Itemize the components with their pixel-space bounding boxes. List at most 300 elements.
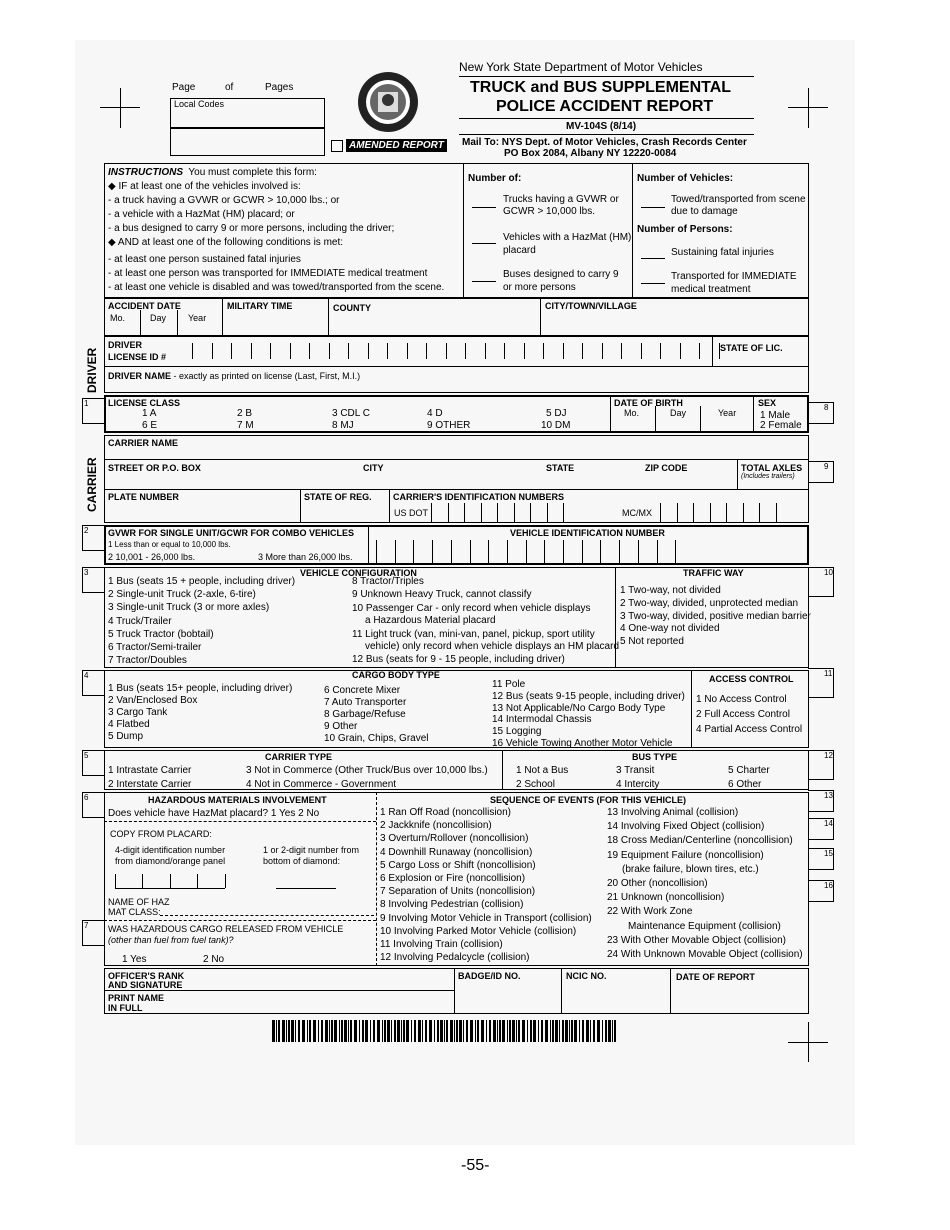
class-option[interactable]: 2 B	[237, 408, 253, 419]
digit-divider	[368, 343, 369, 359]
barcode-bar	[497, 1020, 498, 1042]
digit-divider	[621, 343, 622, 359]
barcode-bar	[555, 1020, 558, 1042]
traffic-way-option[interactable]: 5 Not reported	[620, 636, 684, 648]
traffic-way-option[interactable]: 4 One-way not divided	[620, 623, 720, 635]
barcode-bar	[387, 1020, 390, 1042]
barcode-bar	[411, 1020, 412, 1042]
released-note: (other than fuel from fuel tank)?	[108, 935, 234, 945]
four-digit-field[interactable]	[115, 888, 225, 889]
carrier-type-title: CARRIER TYPE	[265, 752, 333, 762]
event-option[interactable]: 6 Explosion or Fire (noncollision)	[380, 873, 526, 884]
barcode-bar	[475, 1020, 476, 1042]
haz-class-label: NAME OF HAZ	[108, 897, 170, 907]
digit-divider	[488, 540, 489, 565]
gvwr-option[interactable]: 1 Less than or equal to 10,000 lbs.	[108, 540, 231, 549]
barcode-bar	[444, 1020, 445, 1042]
traffic-way-option[interactable]: 1 Two-way, not divided	[620, 585, 721, 596]
barcode-bar	[391, 1020, 392, 1042]
bus-type-option[interactable]: 4 Intercity	[616, 779, 660, 790]
vehicle-config-option[interactable]: 4 Truck/Trailer	[108, 615, 172, 627]
digit-divider	[600, 540, 601, 565]
vehicles-label: Number of Vehicles:	[637, 173, 734, 184]
digit-divider	[426, 343, 427, 359]
barcode-bar	[334, 1020, 337, 1042]
class-option[interactable]: 8 MJ	[332, 420, 354, 431]
digit-divider	[563, 540, 564, 565]
bus-type-option[interactable]: 5 Charter	[728, 765, 770, 776]
event-option[interactable]: Maintenance Equipment (collision)	[628, 920, 781, 932]
margin-number: 13	[824, 791, 833, 800]
barcode-bar	[507, 1020, 508, 1042]
digit-divider	[446, 343, 447, 359]
barcode-bar	[533, 1020, 536, 1042]
barcode-bar	[282, 1020, 285, 1042]
event-option[interactable]: 14 Involving Fixed Object (collision)	[607, 821, 765, 833]
nof-text: GCWR > 10,000 lbs.	[503, 206, 595, 217]
barcode-bar	[527, 1020, 528, 1042]
street-label: STREET OR P.O. BOX	[108, 463, 201, 473]
carrier-side-label: CARRIER	[85, 457, 99, 512]
barcode-bar	[295, 1020, 296, 1042]
form-title-1: TRUCK and BUS SUPPLEMENTAL	[470, 79, 732, 96]
margin-number: 4	[84, 671, 89, 680]
hazmat-title: HAZARDOUS MATERIALS INVOLVEMENT	[148, 795, 327, 805]
plate-number-label: PLATE NUMBER	[108, 492, 179, 502]
gvwr-option[interactable]: 2 10,001 - 26,000 lbs.	[108, 552, 196, 562]
class-option[interactable]: 5 DJ	[546, 408, 567, 419]
class-option[interactable]: 6 E	[142, 420, 158, 431]
instruction-line: - at least one vehicle is disabled and was towed/transported from the scene.	[108, 282, 445, 293]
barcode-bar	[550, 1020, 551, 1042]
mcmx-label: MC/MX	[622, 508, 652, 518]
sex-label: SEX	[758, 398, 777, 408]
barcode-bar	[602, 1020, 603, 1042]
crop-mark	[808, 1022, 809, 1062]
vehicle-config-option[interactable]: 2 Single-unit Truck (2-axle, 6-tire)	[108, 589, 256, 601]
barcode-bar	[481, 1020, 484, 1042]
digit-divider	[309, 343, 310, 359]
margin-number: 15	[824, 849, 833, 858]
carrier-state-label: STATE	[546, 463, 575, 473]
barcode-bar	[518, 1020, 520, 1042]
digit-divider	[543, 343, 544, 359]
barcode-bar	[288, 1020, 290, 1042]
class-option[interactable]: 10 DM	[541, 420, 571, 431]
driver-name-note: - exactly as printed on license (Last, First, M.I.)	[173, 371, 361, 381]
gvwr-option[interactable]: 3 More than 26,000 lbs.	[258, 552, 353, 562]
two-digit-label-2: bottom of diamond:	[263, 856, 341, 866]
class-option[interactable]: 3 CDL C	[332, 408, 370, 419]
released-yes-option[interactable]: 1 Yes	[122, 954, 147, 965]
barcode-bar	[382, 1020, 383, 1042]
city-label: CITY/TOWN/VILLAGE	[545, 301, 637, 311]
vehicle-config-option[interactable]: 5 Truck Tractor (bobtail)	[108, 628, 214, 640]
event-option[interactable]: 10 Involving Parked Motor Vehicle (collision)	[380, 925, 577, 937]
margin-number: 7	[84, 921, 89, 930]
barcode-bar	[586, 1020, 589, 1042]
vehicle-config-option[interactable]: 9 Unknown Heavy Truck, cannot classify	[352, 589, 532, 600]
digit-divider	[693, 503, 694, 523]
traffic-way-option[interactable]: 3 Two-way, divided, positive median barrier	[620, 610, 811, 622]
nof-text: Trucks having a GVWR or	[503, 194, 619, 205]
nys-seal-icon	[356, 70, 420, 134]
state-of-reg-label: STATE OF REG.	[304, 492, 372, 502]
dob-year: Year	[718, 408, 737, 418]
mo-label: Mo.	[110, 313, 126, 323]
event-option[interactable]: 20 Other (noncollision)	[607, 878, 708, 889]
carrier-name-label: CARRIER NAME	[108, 438, 179, 448]
released-no-option[interactable]: 2 No	[203, 954, 225, 965]
barcode-bar	[509, 1020, 511, 1042]
barcode-bar	[377, 1020, 380, 1042]
class-option[interactable]: 4 D	[427, 408, 443, 419]
barcode-bar	[612, 1020, 613, 1042]
margin-number: 14	[824, 819, 833, 828]
cargo-body-title: CARGO BODY TYPE	[352, 670, 440, 680]
two-digit-field[interactable]	[276, 888, 336, 889]
nof-text: Vehicles with a HazMat (HM)	[503, 232, 632, 243]
access-control-option[interactable]: 4 Partial Access Control	[696, 724, 803, 735]
event-option[interactable]: 24 With Unknown Movable Object (collision)	[607, 949, 803, 960]
margin-number: 8	[824, 403, 829, 412]
cargo-body-option[interactable]: 8 Garbage/Refuse	[324, 709, 406, 720]
date-of-report-label: DATE OF REPORT	[676, 972, 755, 982]
margin-number: 2	[84, 526, 89, 535]
bus-type-option[interactable]: 2 School	[516, 779, 555, 790]
event-option[interactable]: 9 Involving Motor Vehicle in Transport (collision)	[380, 912, 592, 924]
gvwr-title: GVWR FOR SINGLE UNIT/GCWR FOR COMBO VEHICLES	[108, 528, 354, 538]
margin-number: 12	[824, 751, 833, 760]
carrier-type-option[interactable]: 4 Not in Commerce - Government	[246, 779, 397, 790]
vehicle-config-option[interactable]: 7 Tractor/Doubles	[108, 655, 187, 667]
barcode-bar	[384, 1020, 386, 1042]
of-label: of	[225, 82, 234, 93]
barcode-bar	[559, 1020, 560, 1042]
digit-divider	[376, 540, 377, 565]
class-option[interactable]: 9 OTHER	[427, 420, 471, 431]
digit-divider	[563, 343, 564, 359]
driver-side-label: DRIVER	[85, 347, 99, 393]
cargo-body-option[interactable]: 10 Grain, Chips, Gravel	[324, 733, 429, 744]
persons-text: Sustaining fatal injuries	[671, 247, 774, 258]
barcode-bar	[394, 1020, 396, 1042]
released-question: WAS HAZARDOUS CARGO RELEASED FROM VEHICLE	[108, 924, 344, 934]
digit-divider	[660, 503, 661, 523]
state-of-lic-label: STATE OF LIC.	[720, 343, 783, 353]
total-axles-label: TOTAL AXLES	[741, 463, 803, 473]
total-axles-note: (Includes trailers)	[741, 473, 795, 480]
class-option[interactable]: 7 M	[237, 420, 254, 431]
page-label: Page	[172, 82, 196, 93]
digit-divider	[465, 343, 466, 359]
sex-male-option[interactable]: 1 Male	[760, 410, 791, 421]
cargo-body-option[interactable]: 9 Other	[324, 721, 358, 732]
fatal-count-field[interactable]	[641, 258, 665, 259]
barcode-bar	[541, 1020, 543, 1042]
persons-label: Number of Persons:	[637, 224, 733, 235]
digit-divider	[497, 503, 498, 523]
nof-text: Buses designed to carry 9	[503, 269, 619, 280]
barcode-bar	[552, 1020, 554, 1042]
barcode-bar	[321, 1020, 323, 1042]
barcode-bar	[605, 1020, 607, 1042]
digit-divider	[448, 503, 449, 523]
event-option[interactable]: 1 Ran Off Road (noncollision)	[380, 807, 511, 818]
barcode-bar	[406, 1020, 409, 1042]
digit-divider	[726, 503, 727, 523]
carrier-type-option[interactable]: 3 Not in Commerce (Other Truck/Bus over 10,000 lbs.)	[246, 765, 488, 776]
event-option[interactable]: 2 Jackknife (noncollision)	[380, 820, 492, 832]
dob-day: Day	[670, 408, 687, 418]
print-name-label-2: IN FULL	[108, 1003, 143, 1013]
ncic-label: NCIC NO.	[566, 971, 607, 981]
barcode-bar	[470, 1020, 473, 1042]
event-option[interactable]: 4 Downhill Runaway (noncollision)	[380, 846, 533, 858]
barcode-bar	[446, 1020, 448, 1042]
access-control-title: ACCESS CONTROL	[709, 674, 794, 684]
instructions-intro: You must complete this form:	[188, 167, 317, 178]
digit-divider	[348, 343, 349, 359]
barcode-bar	[597, 1020, 600, 1042]
barcode-bar	[414, 1020, 416, 1042]
margin-number: 6	[84, 793, 89, 802]
county-label: COUNTY	[333, 303, 371, 313]
barcode-bar	[350, 1020, 352, 1042]
digit-divider	[657, 540, 658, 565]
access-control-option[interactable]: 2 Full Access Control	[696, 709, 790, 720]
digit-divider	[759, 503, 760, 523]
cargo-body-option[interactable]: 13 Not Applicable/No Cargo Body Type	[492, 702, 666, 714]
digit-divider	[563, 503, 564, 523]
year-label: Year	[188, 313, 207, 323]
vehicle-config-option[interactable]: 6 Tractor/Semi-trailer	[108, 642, 202, 653]
event-option[interactable]: 8 Involving Pedestrian (collision)	[380, 899, 524, 911]
barcode-bar	[354, 1020, 357, 1042]
military-time-label: MILITARY TIME	[227, 301, 293, 311]
digit-divider	[776, 503, 777, 523]
event-option[interactable]: 11 Involving Train (collision)	[380, 939, 503, 950]
crop-mark	[120, 88, 121, 128]
carrier-type-option[interactable]: 1 Intrastate Carrier	[108, 765, 192, 776]
barcode-bar	[302, 1020, 305, 1042]
cargo-body-option[interactable]: 14 Intermodal Chassis	[492, 714, 592, 726]
mail-to-line-1: Mail To: NYS Dept. of Motor Vehicles, Crash Records Center	[462, 137, 747, 148]
barcode-bar	[562, 1020, 564, 1042]
instruction-line: - a vehicle with a HazMat (HM) placard; or	[108, 209, 295, 220]
digit-divider	[504, 343, 505, 359]
event-option[interactable]: 18 Cross Median/Centerline (noncollision)	[607, 835, 793, 847]
digit-divider	[451, 540, 452, 565]
barcode-bar	[489, 1020, 491, 1042]
instruction-line: ◆ AND at least one of the following conditions is met:	[108, 237, 344, 248]
four-digit-label: 4-digit identification number	[115, 845, 226, 855]
event-option[interactable]: 3 Overturn/Rollover (noncollision)	[380, 833, 529, 845]
digit-divider	[582, 540, 583, 565]
barcode-bar	[272, 1020, 275, 1042]
bus-type-option[interactable]: 3 Transit	[616, 765, 655, 776]
bus-type-option[interactable]: 1 Not a Bus	[516, 765, 569, 776]
margin-number: 10	[824, 568, 833, 577]
digit-divider	[660, 343, 661, 359]
transported-count-field[interactable]	[641, 283, 665, 284]
driver-license-block	[104, 336, 809, 393]
digit-divider	[680, 343, 681, 359]
barcode-bar	[569, 1020, 570, 1042]
nof-text: or more persons	[503, 282, 576, 293]
carrier-city-label: CITY	[363, 463, 384, 473]
event-option[interactable]: 12 Involving Pedalcycle (collision)	[380, 952, 530, 964]
amended-report-label: AMENDED REPORT	[346, 139, 447, 152]
digit-divider	[231, 343, 232, 359]
cargo-body-option[interactable]: 1 Bus (seats 15+ people, including driver)	[108, 683, 293, 694]
event-option[interactable]: 23 With Other Movable Object (collision)	[607, 934, 786, 946]
carrier-type-option[interactable]: 2 Interstate Carrier	[108, 779, 192, 790]
cargo-body-option[interactable]: 11 Pole	[492, 679, 526, 690]
badge-label: BADGE/ID NO.	[458, 971, 521, 981]
cargo-body-option[interactable]: 2 Van/Enclosed Box	[108, 695, 198, 706]
digit-divider	[270, 343, 271, 359]
bus-type-title: BUS TYPE	[632, 752, 678, 762]
event-option[interactable]: 22 With Work Zone	[607, 906, 693, 918]
instruction-line: - at least one person was transported for IMMEDIATE medical treatment	[108, 268, 428, 279]
digit-divider	[544, 540, 545, 565]
event-option[interactable]: 13 Involving Animal (collision)	[607, 807, 739, 818]
cargo-body-option[interactable]: 4 Flatbed	[108, 719, 150, 730]
form-title-2: POLICE ACCIDENT REPORT	[496, 98, 714, 115]
vehicle-config-option[interactable]: 3 Single-unit Truck (3 or more axles)	[108, 602, 270, 614]
event-option[interactable]: 7 Separation of Units (noncollision)	[380, 886, 536, 898]
event-option[interactable]: 5 Cargo Loss or Shift (noncollision)	[380, 859, 536, 871]
barcode-bar	[456, 1020, 458, 1042]
digit-divider	[431, 503, 432, 523]
digit-divider	[432, 540, 433, 565]
vehicle-config-option[interactable]: 12 Bus (seats for 9 - 15 people, including driver)	[352, 654, 565, 665]
barcode-bar	[574, 1020, 577, 1042]
barcode-bar	[291, 1020, 294, 1042]
barcode-bar	[397, 1020, 400, 1042]
hazmat-count-field[interactable]	[472, 243, 496, 244]
digit-divider	[710, 503, 711, 523]
barcode-bar	[493, 1020, 496, 1042]
day-label: Day	[150, 313, 167, 323]
digit-divider	[743, 503, 744, 523]
vehicle-config-option[interactable]: a Hazardous Material placard	[365, 615, 496, 626]
towed-count-field[interactable]	[641, 207, 665, 208]
barcode-bar	[502, 1020, 505, 1042]
margin-number: 16	[824, 881, 833, 890]
haz-class-field[interactable]	[160, 915, 374, 916]
amended-checkbox[interactable]	[331, 140, 343, 152]
barcode-bar	[276, 1020, 277, 1042]
barcode-bar	[512, 1020, 515, 1042]
event-option[interactable]: 21 Unknown (noncollision)	[607, 892, 725, 904]
class-option[interactable]: 1 A	[142, 408, 157, 419]
digit-divider	[514, 503, 515, 523]
barcode-bar	[538, 1020, 539, 1042]
barcode-bar	[516, 1020, 517, 1042]
digit-divider	[524, 343, 525, 359]
barcode-bar	[582, 1020, 584, 1042]
barcode-bar	[298, 1020, 300, 1042]
event-option[interactable]: 19 Equipment Failure (noncollision)	[607, 849, 764, 861]
barcode-bar	[359, 1020, 360, 1042]
instruction-line: - a truck having a GVWR or GCWR > 10,000 lbs.; or	[108, 195, 340, 206]
copy-from-placard: COPY FROM PLACARD:	[110, 829, 212, 839]
digit-divider	[675, 540, 676, 565]
cargo-body-option[interactable]: 6 Concrete Mixer	[324, 685, 401, 696]
barcode-bar	[286, 1020, 287, 1042]
mail-to-line-2: PO Box 2084, Albany NY 12220-0084	[504, 148, 677, 159]
local-codes-box-2[interactable]	[170, 128, 325, 156]
buses-count-field[interactable]	[472, 281, 496, 282]
digit-divider	[464, 503, 465, 523]
trucks-count-field[interactable]	[472, 207, 496, 208]
cargo-body-option[interactable]: 3 Cargo Tank	[108, 707, 168, 718]
barcode-bar	[313, 1020, 316, 1042]
barcode-bar	[418, 1020, 421, 1042]
digit-divider	[481, 503, 482, 523]
digit-divider	[395, 540, 396, 565]
digit-divider	[407, 343, 408, 359]
access-control-option[interactable]: 1 No Access Control	[696, 694, 787, 705]
hazmat-question[interactable]: Does vehicle have HazMat placard? 1 Yes 2 No	[108, 808, 320, 819]
digit-divider	[470, 540, 471, 565]
vehicle-config-option[interactable]: vehicle) only record when vehicle displays an HM placard	[365, 641, 620, 652]
traffic-way-title: TRAFFIC WAY	[683, 568, 744, 578]
barcode-bar	[614, 1020, 616, 1042]
digit-divider	[251, 343, 252, 359]
vehicle-config-option[interactable]: 11 Light truck (van, mini-van, panel, pickup, sport utility	[352, 629, 595, 640]
accident-date-label: ACCIDENT DATE	[108, 301, 181, 311]
carrier-block	[104, 435, 809, 523]
barcode-bar	[422, 1020, 423, 1042]
digit-divider	[387, 343, 388, 359]
margin-number: 11	[824, 669, 833, 678]
vehicle-config-option[interactable]: 10 Passenger Car - only record when vehicle displays	[352, 603, 591, 614]
barcode-bar	[331, 1020, 333, 1042]
cargo-body-option[interactable]: 16 Vehicle Towing Another Motor Vehicle	[492, 738, 673, 749]
vehicle-config-option[interactable]: 1 Bus (seats 15 + people, including driver)	[108, 576, 296, 587]
barcode-bar	[565, 1020, 568, 1042]
vehicle-config-option[interactable]: 8 Tractor/Triples	[352, 576, 424, 587]
barcode-bar	[434, 1020, 435, 1042]
barcode-bar	[590, 1020, 591, 1042]
pages-label: Pages	[265, 82, 294, 93]
barcode-bar	[499, 1020, 501, 1042]
cargo-body-option[interactable]: 7 Auto Transporter	[324, 697, 407, 708]
sex-female-option[interactable]: 2 Female	[760, 420, 802, 431]
margin-number: 9	[824, 462, 829, 471]
traffic-way-option[interactable]: 2 Two-way, divided, unprotected median	[620, 597, 799, 609]
cargo-body-option[interactable]: 5 Dump	[108, 731, 144, 742]
digit-divider	[413, 540, 414, 565]
barcode-bar	[429, 1020, 432, 1042]
event-option[interactable]: (brake failure, blown tires, etc.)	[622, 863, 759, 875]
margin-number: 3	[84, 568, 89, 577]
barcode-bar	[608, 1020, 611, 1042]
barcode-bar	[477, 1020, 479, 1042]
barcode-bar	[307, 1020, 308, 1042]
digit-divider	[638, 540, 639, 565]
bus-type-option[interactable]: 6 Other	[728, 779, 762, 790]
barcode-bar	[373, 1020, 375, 1042]
number-of-label: Number of:	[468, 173, 522, 184]
carrier-ids-label: CARRIER'S IDENTIFICATION NUMBERS	[393, 492, 564, 502]
officer-rank-label-2: AND SIGNATURE	[108, 980, 183, 990]
cargo-body-option[interactable]: 15 Logging	[492, 726, 542, 738]
cargo-body-option[interactable]: 12 Bus (seats 9-15 people, including driver)	[492, 690, 685, 702]
